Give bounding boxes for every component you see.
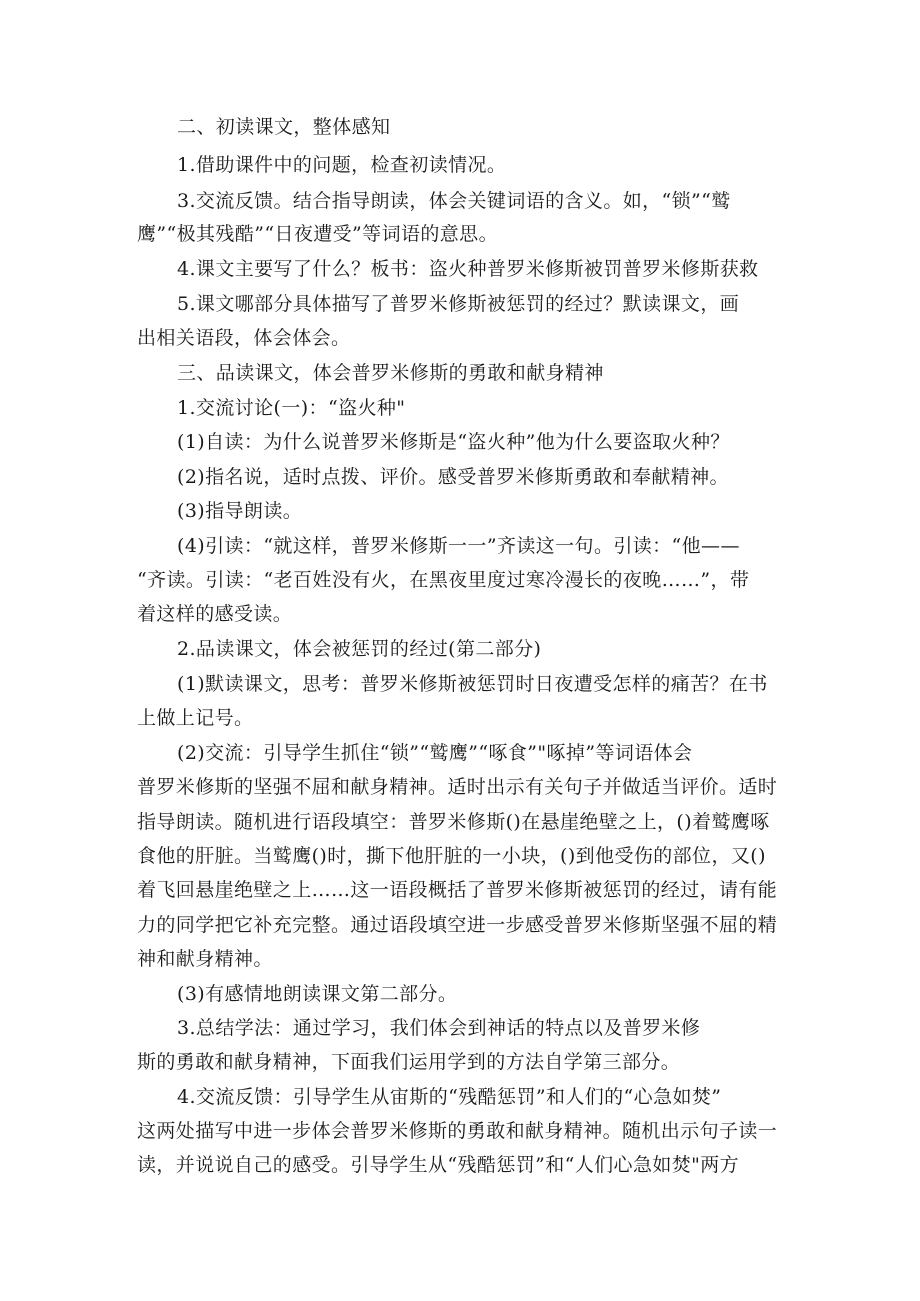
paragraph-line: (1)默读课文，思考：普罗米修斯被惩罚时日夜遭受怎样的痛苦？在书	[177, 673, 768, 695]
paragraph-line: 2.品读课文，体会被惩罚的经过(第二部分)	[177, 638, 542, 660]
paragraph-line: (4)引读：“就这样，普罗米修斯一一”齐读这一句。引读：“他——	[177, 535, 740, 557]
paragraph-line: 上做上记号。	[137, 707, 254, 729]
paragraph-line: 读，并说说自己的感受。引导学生从“残酷惩罚”和“人们心急如焚"两方	[137, 1154, 740, 1176]
paragraph-line: 鹰”“极其残酷”“日夜遭受”等词语的意思。	[137, 223, 498, 245]
paragraph-line: 这两处描写中进一步体会普罗米修斯的勇敢和献身精神。随机出示句子读一	[137, 1120, 778, 1142]
paragraph-line: 3.总结学法：通过学习，我们体会到神话的特点以及普罗米修	[177, 1017, 701, 1039]
paragraph-line: (2)指名说，适时点拨、评价。感受普罗米修斯勇敢和奉献精神。	[177, 466, 729, 488]
paragraph-line: 1.交流讨论(一)：“盗火种"	[177, 397, 406, 419]
paragraph-line: 着飞回悬崖绝壁之上……这一语段概括了普罗米修斯被惩罚的经过，请有能	[137, 879, 778, 901]
paragraph-line: “齐读。引读：“老百姓没有火，在黑夜里度过寒冷漫长的夜晚……”，带	[137, 569, 750, 591]
paragraph-line: 力的同学把它补充完整。通过语段填空进一步感受普罗米修斯坚强不屈的精	[137, 914, 778, 936]
section-heading-3: 三、品读课文，体会普罗米修斯的勇敢和献身精神	[177, 362, 604, 384]
paragraph-line: 1.借助课件中的问题，检查初读情况。	[177, 154, 507, 176]
paragraph-line: (1)自读：为什么说普罗米修斯是“盗火种”他为什么要盗取火种？	[177, 431, 730, 453]
paragraph-line: 指导朗读。随机进行语段填空：普罗米修斯()在悬崖绝壁之上，()着鹫鹰啄	[137, 811, 770, 833]
paragraph-line: 斯的勇敢和献身精神，下面我们运用学到的方法自学第三部分。	[137, 1051, 681, 1073]
paragraph-line: (2)交流：引导学生抓住“锁”“鹫鹰”“啄食”"啄掉”等词语体会	[177, 742, 693, 764]
paragraph-line: 着这样的感受读。	[137, 603, 293, 625]
paragraph-line: (3)指导朗读。	[177, 500, 303, 522]
paragraph-line: (3)有感情地朗读课文第二部分。	[177, 983, 458, 1005]
section-heading-2: 二、初读课文，整体感知	[177, 116, 391, 138]
paragraph-line: 普罗米修斯的坚强不屈和献身精神。适时出示有关句子并做适当评价。适时	[137, 776, 778, 798]
paragraph-line: 3.交流反馈。结合指导朗读，体会关键词语的含义。如，“锁”“鹫	[177, 190, 731, 212]
paragraph-line: 神和献身精神。	[137, 948, 273, 970]
paragraph-line: 4.交流反馈：引导学生从宙斯的“残酷惩罚”和人们的“心急如焚”	[177, 1086, 722, 1108]
paragraph-line: 出相关语段，体会体会。	[137, 327, 351, 349]
paragraph-line: 5.课文哪部分具体描写了普罗米修斯被惩罚的经过？默读课文，画	[177, 293, 740, 315]
paragraph-line: 4.课文主要写了什么？板书：盗火种普罗米修斯被罚普罗米修斯获救	[177, 258, 759, 280]
paragraph-line: 食他的肝脏。当鹫鹰()时，撕下他肝脏的一小块，()到他受伤的部位，又()	[137, 845, 766, 867]
